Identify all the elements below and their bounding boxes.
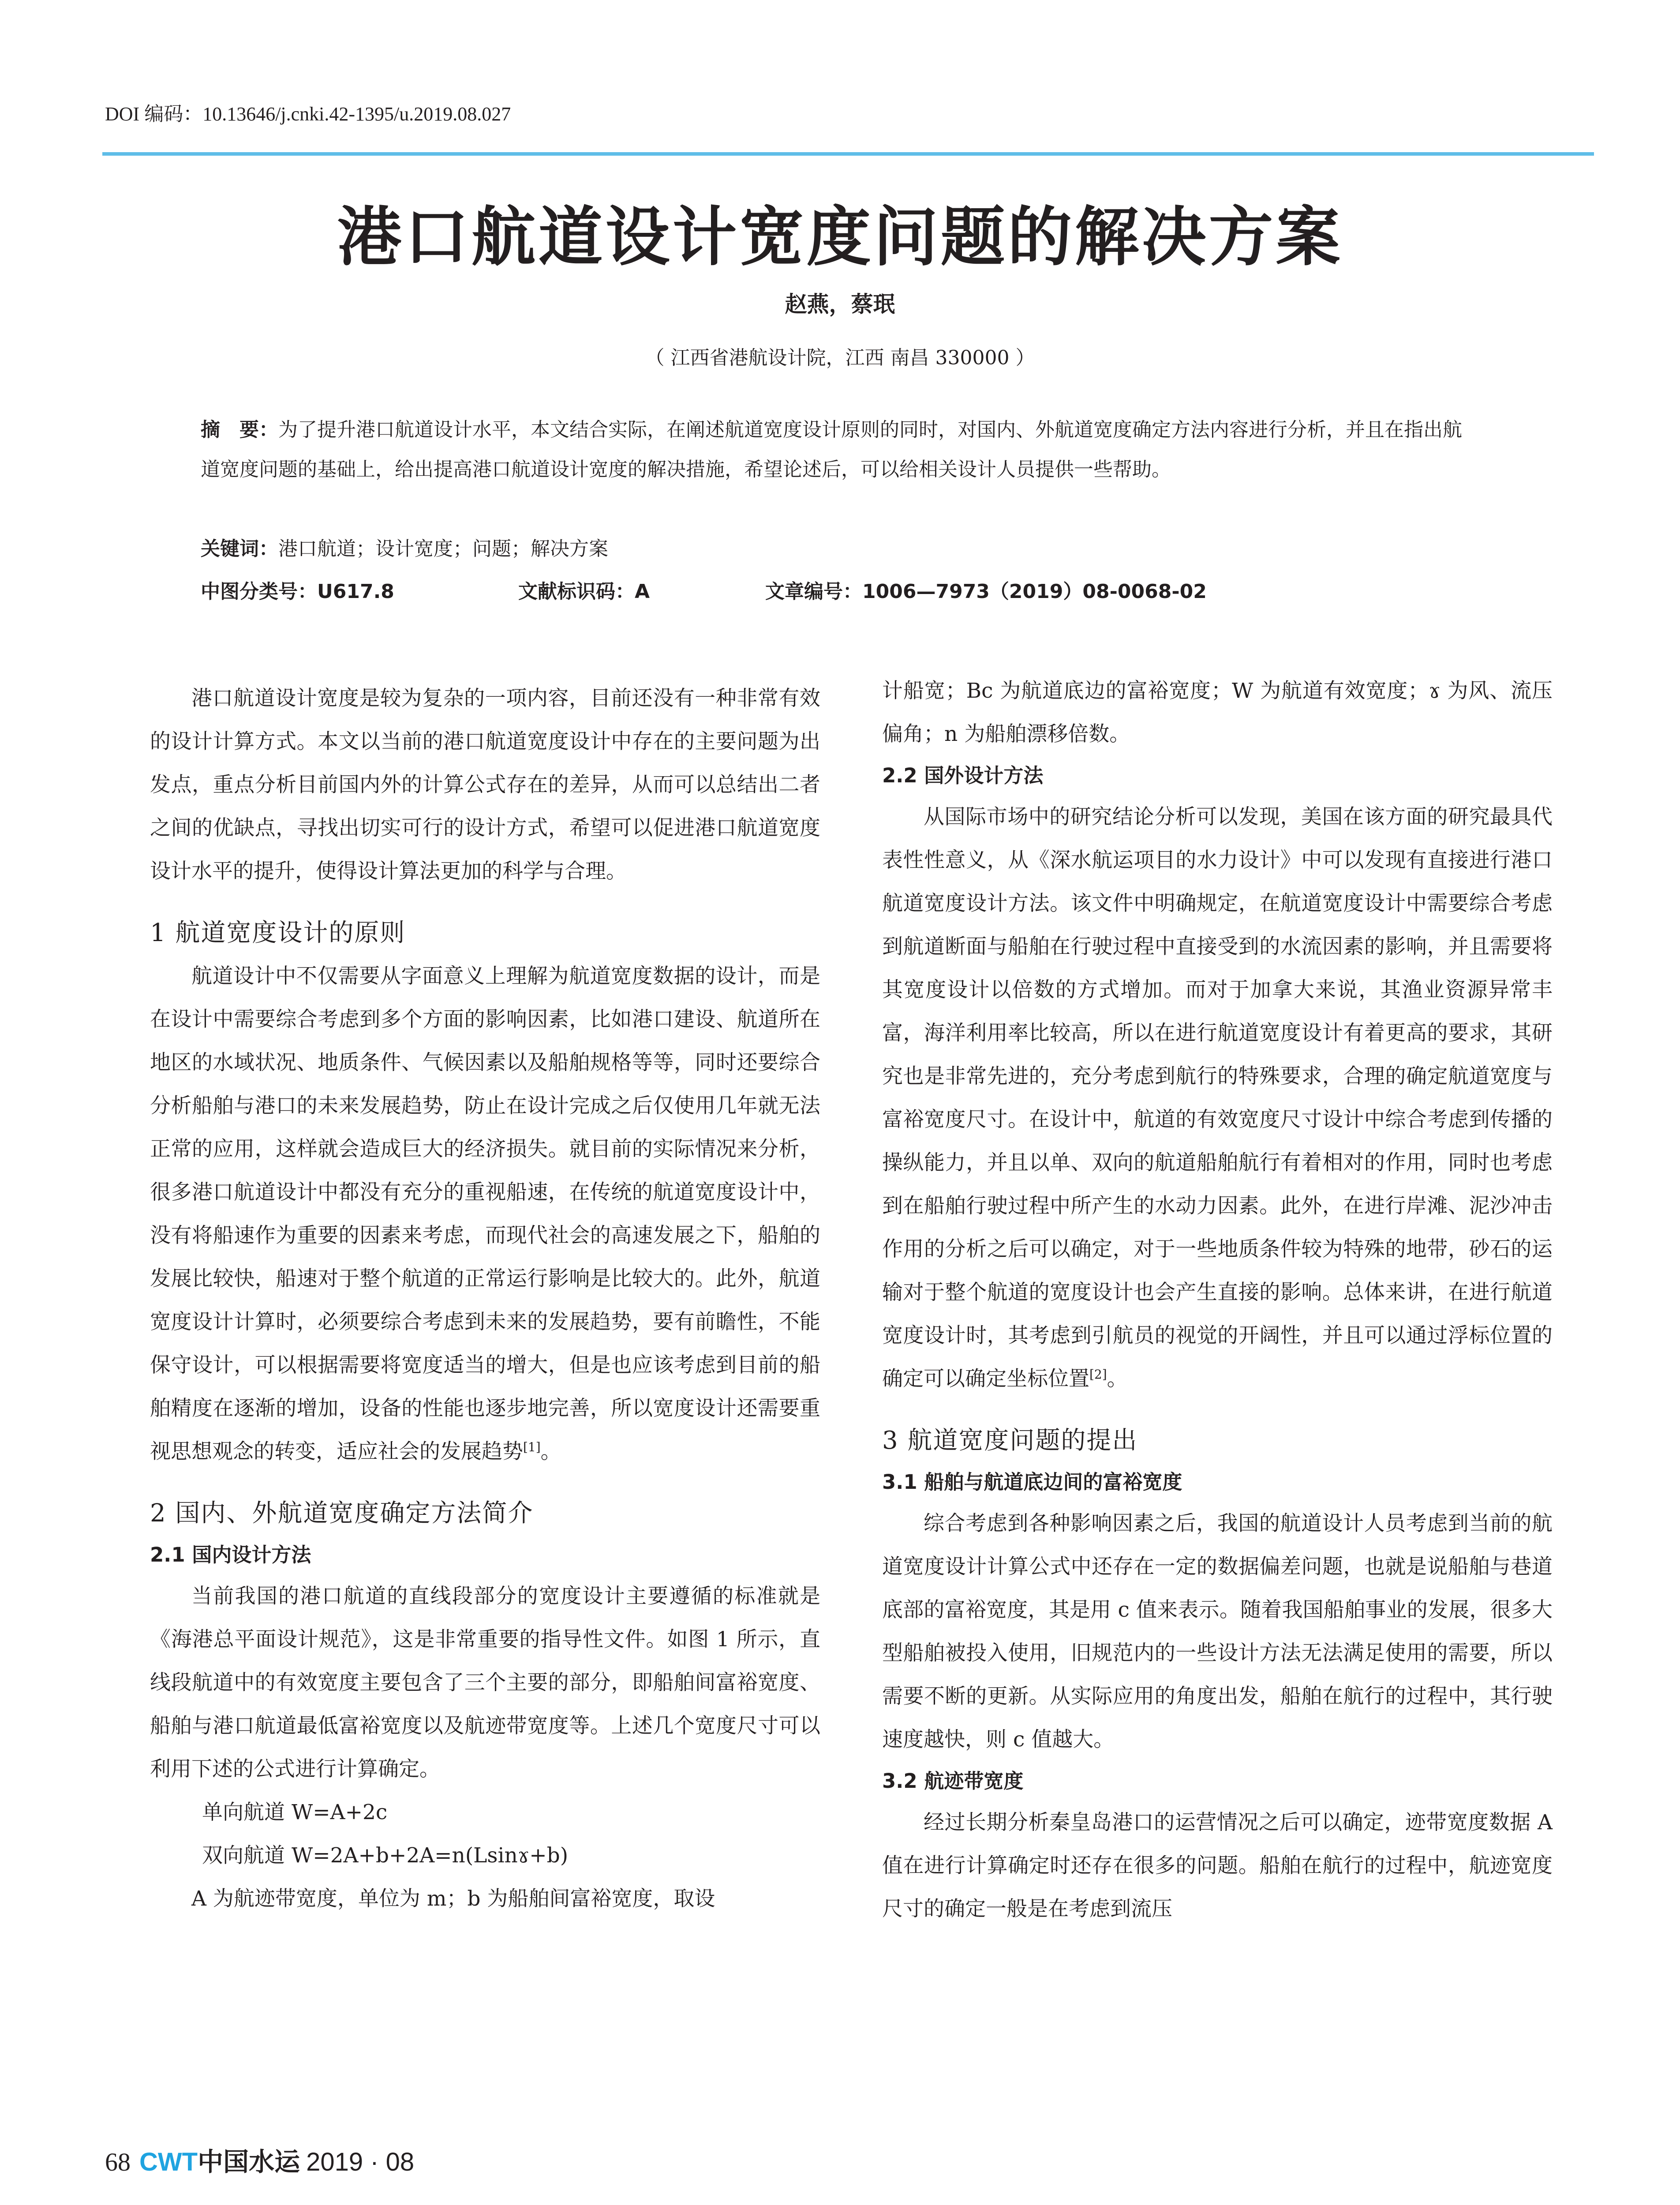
doi-line: DOI 编码：10.13646/j.cnki.42-1395/u.2019.08.027 — [105, 103, 511, 125]
section-1-heading: 1 航道宽度设计的原则 — [150, 919, 406, 947]
section-3-2-heading: 3.2 航迹带宽度 — [882, 1769, 1024, 1793]
abstract-label: 摘 要： — [201, 419, 278, 441]
reference-2[interactable]: [2] — [1089, 1367, 1107, 1382]
page-number: 68 — [105, 2148, 131, 2176]
abstract-text: 为了提升港口航道设计水平，本文结合实际，在阐述航道宽度设计原则的同时，对国内、外航道宽度确定方法内容进行分析，并且在指出航道宽度问题的基础上，给出提高港口航道设计宽度的解决措施，希望论述后，可以给相关设计人员提供一些帮助。 — [201, 419, 1462, 481]
classification-line — [201, 576, 1392, 602]
formula-one-way: 单向航道 W=A+2c — [202, 1800, 388, 1824]
section-2-2-paragraph — [882, 796, 1553, 1401]
section-2-heading: 2 国内、外航道宽度确定方法简介 — [150, 1499, 534, 1528]
reference-1[interactable]: [1] — [523, 1440, 541, 1454]
section-2-2-end: 。 — [1107, 1367, 1128, 1391]
section-1-paragraph — [150, 955, 820, 1473]
keywords — [201, 533, 608, 561]
left-column — [150, 677, 820, 1921]
abstract — [201, 410, 1480, 490]
section-1-text: 航道设计中不仅需要从字面意义上理解为航道宽度数据的设计，而是在设计中需要综合考虑到多个方面的影响因素，比如港口建设、航道所在地区的水域状况、地质条件、气候因素以及船舶规格等等，同时还要综合分析船舶与港口的未来发展趋势，防止在设计完成之后仅使用几年就无法正常的应用，这样就会造成巨大的经济损失。就目前的实际情况来分析，很多港口航道设计中都没有充分的重视船速，在传统的航道宽度设计中，没有将船速作为重要的因素来考虑，而现代社会的高速发展之下，船舶的发展比较快，船速对于整个航道的正常运行影响是比较大的。此外，航道宽度设计计算时，必须要综合考虑到未来的发展趋势，要有前瞻性，不能保守设计，可以根据需要将宽度适当的增大，但是也应该考虑到目前的船舶精度在逐渐的增加，设备的性能也逐步地完善，所以宽度设计还需要重视思想观念的转变，适应社会的发展趋势 — [150, 964, 820, 1464]
document-code: 文献标识码：A — [518, 580, 650, 603]
affiliation: （ 江西省港航设计院，江西 南昌 330000 ） — [645, 347, 1035, 369]
issue-date: 2019 · 08 — [306, 2148, 415, 2176]
intro-paragraph: 港口航道设计宽度是较为复杂的一项内容，目前还没有一种非常有效的设计计算方式。本文以当前的港口航道宽度设计中存在的主要问题为出发点，重点分析目前国内外的计算公式存在的差异，从而可以总结出二者之间的优缺点，寻找出切实可行的设计方式，希望可以促进港口航道宽度设计水平的提升，使得设计算法更加的科学与合理。 — [150, 686, 820, 883]
variable-definitions-cont: 计船宽；Bc 为航道底边的富裕宽度；W 为航道有效宽度；ɤ 为风、流压偏角；n 为船舶漂移倍数。 — [882, 679, 1553, 746]
page-footer — [105, 2141, 414, 2178]
keywords-text: 港口航道；设计宽度；问题；解决方案 — [278, 538, 608, 560]
variable-definitions: A 为航迹带宽度，单位为 m；b 为船舶间富裕宽度，取设 — [191, 1887, 715, 1911]
article-number: 文章编号：1006—7973（2019）08-0068-02 — [765, 580, 1207, 603]
clc-number: 中图分类号：U617.8 — [201, 580, 394, 603]
section-3-1-heading: 3.1 船舶与航道底边间的富裕宽度 — [882, 1470, 1182, 1494]
journal-name: 中国水运 — [198, 2147, 300, 2177]
article-title: 港口航道设计宽度问题的解决方案 — [337, 199, 1343, 275]
section-2-1-paragraph: 当前我国的港口航道的直线段部分的宽度设计主要遵循的标准就是《海港总平面设计规范》，这是非常重要的指导性文件。如图 1 所示，直线段航道中的有效宽度主要包含了三个主要的部分，即船舶间富裕宽度、船舶与港口航道最低富裕宽度以及航迹带宽度等。上述几个宽度尺寸可以利用下述的公式进行计算确定。 — [150, 1584, 820, 1781]
formula-two-way: 双向航道 W=2A+b+2A=n(Lsinɤ+b) — [202, 1843, 569, 1868]
section-2-2-text: 从国际市场中的研究结论分析可以发现，美国在该方面的研究最具代表性性意义，从《深水航运项目的水力设计》中可以发现有直接进行港口航道宽度设计方法。该文件中明确规定，在航道宽度设计中需要综合考虑到航道断面与船舶在行驶过程中直接受到的水流因素的影响，并且需要将其宽度设计以倍数的方式增加。而对于加拿大来说，其渔业资源异常丰富，海洋利用率比较高，所以在进行航道宽度设计有着更高的要求，其研究也是非常先进的，充分考虑到航行的特殊要求，合理的确定航道宽度与富裕宽度尺寸。在设计中，航道的有效宽度尺寸设计中综合考虑到传播的操纵能力，并且以单、双向的航道船舶航行有着相对的作用，同时也考虑到在船舶行驶过程中所产生的水动力因素。此外，在进行岸滩、泥沙冲击作用的分析之后可以确定，对于一些地质条件较为特殊的地带，砂石的运输对于整个航道的宽度设计也会产生直接的影响。总体来讲，在进行航道宽度设计时，其考虑到引航员的视觉的开阔性，并且可以通过浮标位置的确定可以确定坐标位置 — [882, 805, 1553, 1391]
authors: 赵燕，蔡珉 — [785, 292, 895, 317]
section-3-2-paragraph: 经过长期分析秦皇岛港口的运营情况之后可以确定，迹带宽度数据 A 值在进行计算确定时还存在很多的问题。船舶在航行的过程中，航迹宽度尺寸的确定一般是在考虑到流压 — [882, 1810, 1553, 1921]
section-2-1-heading: 2.1 国内设计方法 — [150, 1543, 311, 1566]
section-1-end: 。 — [540, 1439, 561, 1464]
header-rule — [102, 152, 1594, 156]
section-3-heading: 3 航道宽度问题的提出 — [882, 1426, 1138, 1455]
journal-logo: CWT — [139, 2148, 198, 2176]
right-column — [882, 669, 1553, 1931]
section-3-1-paragraph: 综合考虑到各种影响因素之后，我国的航道设计人员考虑到当前的航道宽度设计计算公式中还存在一定的数据偏差问题，也就是说船舶与巷道底部的富裕宽度，其是用 c 值来表示。随着我国船舶事业的发展，很多大型船舶被投入使用，旧规范内的一些设计方法无法满足使用的需要，所以需要不断的更新。从实际应用的角度出发，船舶在航行的过程中，其行驶速度越快，则 c 值越大。 — [882, 1511, 1553, 1752]
section-2-2-heading: 2.2 国外设计方法 — [882, 764, 1044, 787]
keywords-label: 关键词： — [201, 538, 278, 560]
